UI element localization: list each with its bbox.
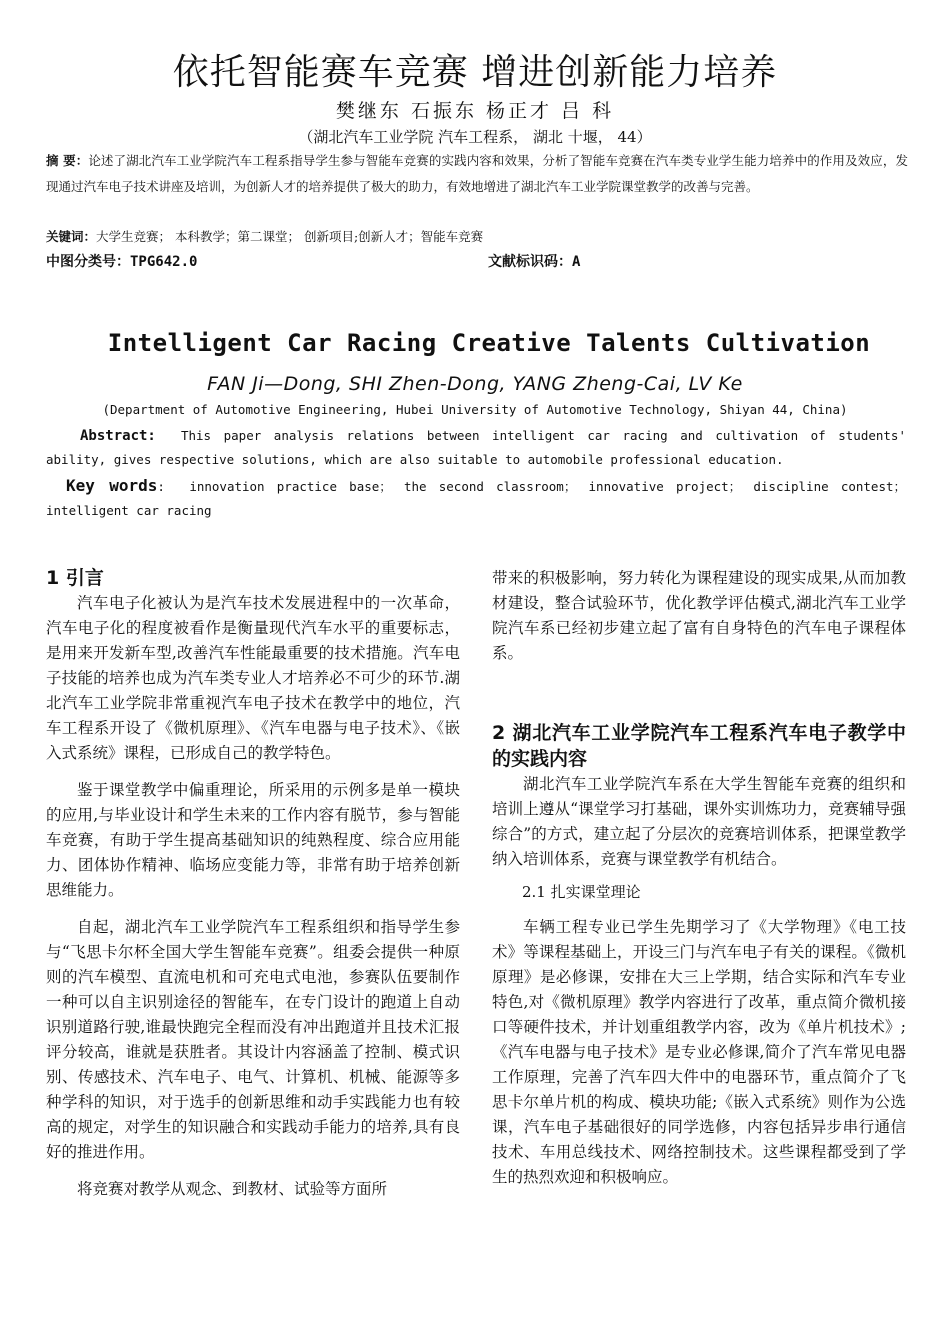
keywords-cn-text: 大学生竞赛； 本科教学；第二课堂； 创新项目;创新人才；智能车竞赛	[96, 229, 484, 244]
paper-title: 依托智能赛车竞赛 增进创新能力培养	[172, 52, 778, 93]
section-1-paragraph: 将竞赛对教学从观念、到教材、试验等方面所	[77, 1180, 388, 1198]
section-1-paragraph: 汽车电子化被认为是汽车技术发展进程中的一次革命，汽车电子化的程度被看作是衡量现代汽车水平的重要标志，是用来开发新车型,改善汽车性能最重要的技术措施。汽车电子技能的培养也成为汽车类专业人才培养必不可少的环节.湖北汽车工业学院非常重视汽车电子技术在教学中的地位，汽车工程系开设了《微机原理》、《汽车电器与电子技术》、《嵌入式系统》课程，已形成自己的教学特色。	[46, 594, 460, 762]
clc-number: 中图分类号：TPG642.0	[46, 254, 198, 270]
abstract-en-label: Abstract:	[80, 428, 156, 444]
english-affiliation: (Department of Automotive Engineering, Hubei University of Automotive Technology, Shiyan 44, China)	[102, 402, 848, 417]
section-1-paragraph: 自起，湖北汽车工业学院汽车工程系组织和指导学生参与“飞思卡尔杯全国大学生智能车竞赛”。组委会提供一种原则的汽车模型、直流电机和可充电式电池，参赛队伍要制作一种可以自主识别途径的智能车，在专门设计的跑道上自动识别道路行驶,谁最快跑完全程而没有冲出跑道并且技术汇报评分较高，谁就是获胜者。其设计内容涵盖了控制、模式识别、传感技术、汽车电子、电气、计算机、机械、能源等多种学科的知识，对于选手的创新思维和动手实践能力也有较高的规定，对学生的知识融合和实践动手能力的培养,具有良好的推进作用。	[46, 918, 460, 1161]
abstract-en-text: This paper analysis relations between intelligent car racing and cultivation of students' ability, gives respective solutions, which are also suitable to automobile professional education.	[46, 428, 906, 467]
affiliation-cn: （湖北汽车工业学院 汽车工程系， 湖北 十堰， 44）	[298, 128, 652, 146]
left-column	[46, 565, 460, 1202]
english-title: Intelligent Car Racing Creative Talents Cultivation	[107, 329, 871, 357]
abstract-cn-text: 论述了湖北汽车工业学院汽车工程系指导学生参与智能车竞赛的实践内容和效果，分析了智能车竞赛在汽车类专业学生能力培养中的作用及效应，发现通过汽车电子技术讲座及培训，为创新人才的培养提供了极大的助力，有效地增进了湖北汽车工业学院课堂教学的改善与完善。	[46, 153, 908, 194]
keywords-cn-label: 关键词：	[46, 229, 97, 244]
section-2-paragraph: 湖北汽车工业学院汽车系在大学生智能车竞赛的组织和培训上遵从“课堂学习打基础，课外实训炼功力，竞赛辅导强综合”的方式，建立起了分层次的竞赛培训体系，把课堂教学纳入培训体系，竞赛与课堂教学有机结合。	[492, 775, 906, 868]
section-1-heading: 1 引言	[46, 567, 104, 589]
author-list: 樊继东 石振东 杨正才 吕 科	[335, 100, 615, 122]
abstract-cn	[46, 148, 908, 200]
english-authors: FAN Ji—Dong, SHI Zhen-Dong, YANG Zheng-Cai, LV Ke	[207, 373, 743, 395]
keywords-en-label: Key words	[66, 476, 158, 495]
keywords-en: Key words: innovation practice base； the second classroom； innovative project； discipline contest； intelligent car racing	[46, 476, 906, 518]
abstract-cn-label: 摘 要：	[46, 153, 89, 168]
keywords-en-text: innovation practice base； the second classroom； innovative project； discipline contest； intelligent car racing	[46, 479, 906, 518]
subsection-2-1-heading: 2.1 扎实课堂理论	[522, 883, 641, 901]
right-column	[492, 566, 906, 1190]
keywords-cn	[46, 224, 908, 250]
document-code: 文献标识码：A	[488, 254, 581, 270]
section-2-paragraph: 车辆工程专业已学生先期学习了《大学物理》《电工技术》等课程基础上，开设三门与汽车电子有关的课程。《微机原理》是必修课，安排在大三上学期，结合实际和汽车专业特色,对《微机原理》教学内容进行了改革，重点简介微机接口等硬件技术，并计划重组教学内容，改为《单片机技术》;《汽车电器与电子技术》是专业必修课,简介了汽车常见电器工作原理，完善了汽车四大件中的电器环节，重点简介了飞思卡尔单片机的构成、模块功能;《嵌入式系统》则作为公选课，汽车电子基础很好的同学选修，内容包括异步串行通信技术、车用总线技术、网络控制技术。这些课程都受到了学生的热烈欢迎和积极响应。	[492, 918, 906, 1186]
section-1-paragraph: 鉴于课堂教学中偏重理论，所采用的示例多是单一模块的应用,与毕业设计和学生未来的工作内容有脱节，参与智能车竞赛，有助于学生提高基础知识的纯熟程度、综合应用能力、团体协作精神、临场应变能力等，非常有助于培养创新思维能力。	[46, 781, 460, 899]
section-1-paragraph-continued: 带来的积极影响，努力转化为课程建设的现实成果,从而加教材建设，整合试验环节，优化教学评估模式,湖北汽车工业学院汽车系已经初步建立起了富有自身特色的汽车电子课程体系。	[492, 569, 906, 662]
abstract-en	[46, 424, 906, 472]
section-2-heading: 2 湖北汽车工业学院汽车工程系汽车电子教学中的实践内容	[492, 722, 906, 770]
